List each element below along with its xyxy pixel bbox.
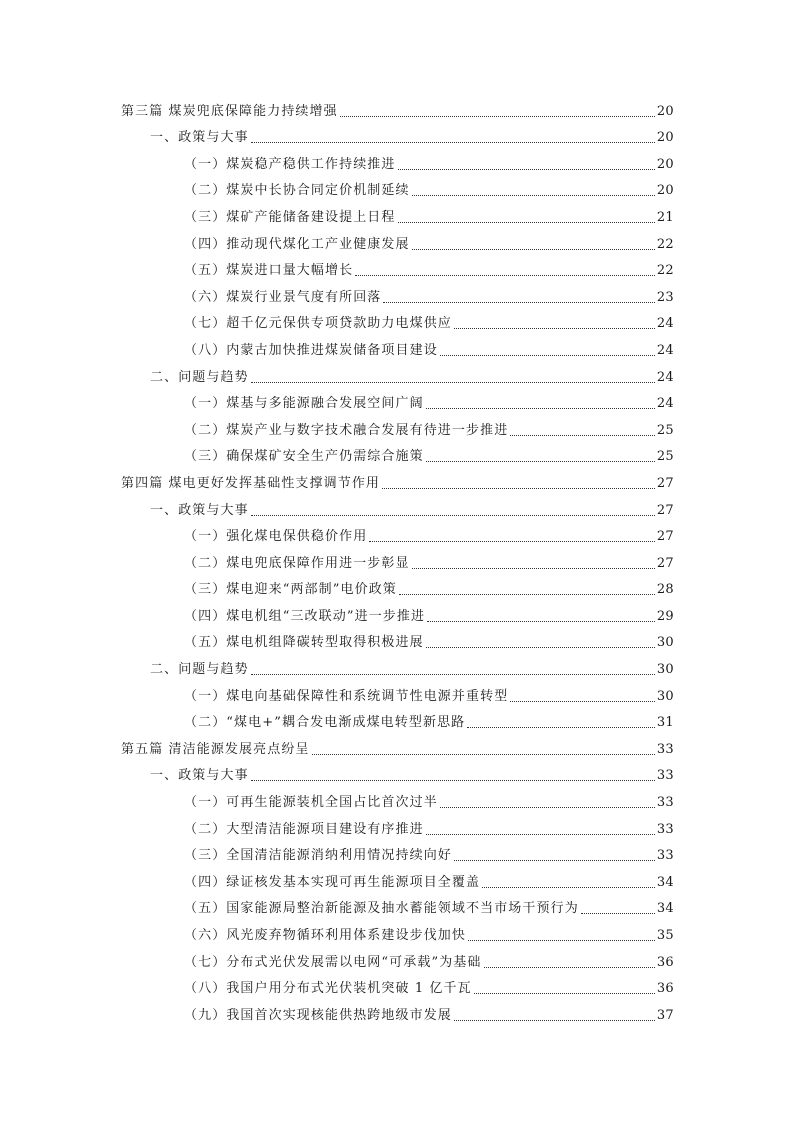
toc-dot-leader [412, 195, 655, 196]
toc-entry-title: 第四篇 煤电更好发挥基础性支撑调节作用 [121, 475, 381, 491]
toc-page-number: 33 [656, 741, 674, 757]
toc-entry-title: （九）我国首次实现核能供热跨地级市发展 [184, 1007, 452, 1023]
toc-entry-title: （五）煤电机组降碳转型取得积极进展 [184, 635, 424, 651]
toc-dot-leader [510, 435, 655, 436]
toc-dot-leader [383, 302, 654, 303]
toc-page-number: 27 [656, 555, 674, 571]
toc-entry-title: 二、问题与趋势 [150, 369, 249, 385]
toc-subsection-entry[interactable] [121, 944, 674, 971]
toc-entry-title: （八）内蒙古加快推进煤炭储备项目建设 [184, 342, 438, 358]
toc-page-number: 20 [656, 103, 674, 119]
toc-dot-leader [510, 701, 655, 702]
toc-dot-leader [399, 594, 655, 595]
toc-dot-leader [454, 860, 655, 861]
toc-dot-leader [251, 382, 655, 383]
toc-entry-title: （二）“煤电+”耦合发电渐成煤电转型新思路 [184, 715, 466, 731]
toc-entry-title: （一）强化煤电保供稳价作用 [184, 529, 368, 545]
toc-entry-title: （七）分布式光伏发展需以电网“可承载”为基础 [184, 954, 482, 970]
toc-subsection-entry[interactable] [121, 332, 674, 359]
toc-dot-leader [251, 515, 655, 516]
toc-dot-leader [355, 275, 655, 276]
toc-page-number: 20 [656, 156, 674, 172]
toc-subsection-entry[interactable] [121, 386, 674, 413]
toc-entry-title: 一、政策与大事 [150, 502, 249, 518]
toc-dot-leader [440, 807, 655, 808]
toc-entry-title: （七）超千亿元保供专项贷款助力电煤供应 [184, 316, 452, 332]
toc-subsection-entry[interactable] [121, 226, 674, 253]
toc-dot-leader [412, 249, 655, 250]
toc-dot-leader [454, 328, 655, 329]
toc-subsection-entry[interactable] [121, 864, 674, 891]
toc-page-number: 33 [656, 848, 674, 864]
toc-subsection-entry[interactable] [121, 891, 674, 918]
toc-dot-leader [474, 993, 655, 994]
toc-page-number: 24 [656, 369, 674, 385]
toc-page-number: 34 [656, 874, 674, 890]
toc-dot-leader [398, 169, 655, 170]
toc-entry-title: （二）煤电兜底保障作用进一步彰显 [184, 555, 410, 571]
toc-subsection-entry[interactable] [121, 678, 674, 705]
toc-subsection-entry[interactable] [121, 253, 674, 280]
toc-dot-leader [482, 887, 655, 888]
toc-page-number: 36 [656, 954, 674, 970]
toc-dot-leader [484, 967, 655, 968]
toc-subsection-entry[interactable] [121, 306, 674, 333]
toc-page-number: 27 [656, 502, 674, 518]
toc-subsection-entry[interactable] [121, 545, 674, 572]
toc-dot-leader [382, 488, 655, 489]
toc-subsection-entry[interactable] [121, 279, 674, 306]
toc-dot-leader [468, 940, 655, 941]
toc-dot-leader [251, 780, 655, 781]
toc-page-number: 30 [656, 635, 674, 651]
toc-subsection-entry[interactable] [121, 811, 674, 838]
toc-page-number: 21 [656, 209, 674, 225]
toc-dot-leader [454, 1020, 655, 1021]
toc-page-number: 33 [656, 768, 674, 784]
toc-page-number: 27 [656, 529, 674, 545]
toc-dot-leader [426, 834, 655, 835]
toc-entry-title: （一）煤基与多能源融合发展空间广阔 [184, 396, 424, 412]
toc-part-entry[interactable] [121, 465, 674, 492]
toc-subsection-entry[interactable] [121, 173, 674, 200]
toc-dot-leader [369, 541, 655, 542]
toc-page-number: 28 [656, 582, 674, 598]
toc-page-number: 33 [656, 795, 674, 811]
toc-page-number: 37 [656, 1007, 674, 1023]
toc-entry-title: （二）大型清洁能源项目建设有序推进 [184, 821, 424, 837]
toc-page-number: 29 [656, 608, 674, 624]
toc-dot-leader [251, 142, 655, 143]
toc-entry-title: （五）国家能源局整治新能源及抽水蓄能领域不当市场干预行为 [184, 901, 579, 917]
toc-dot-leader [398, 222, 655, 223]
toc-page-number: 22 [656, 263, 674, 279]
toc-subsection-entry[interactable] [121, 784, 674, 811]
toc-entry-title: （一）可再生能源装机全国占比首次过半 [184, 795, 438, 811]
toc-part-entry[interactable] [121, 731, 674, 758]
toc-dot-leader [467, 727, 655, 728]
toc-entry-title: （二）煤炭中长协合同定价机制延续 [184, 183, 410, 199]
toc-entry-title: 第五篇 清洁能源发展亮点纷呈 [121, 741, 310, 757]
toc-page-number: 35 [656, 928, 674, 943]
toc-page-number: 25 [656, 422, 674, 438]
toc-page-number: 20 [656, 183, 674, 199]
toc-section-entry[interactable] [121, 120, 674, 147]
table-of-contents [121, 93, 674, 1024]
toc-part-entry[interactable] [121, 93, 674, 120]
toc-entry-title: （六）风光废弃物循环利用体系建设步伐加快 [184, 928, 467, 943]
toc-entry-title: 第三篇 煤炭兜底保障能力持续增强 [121, 103, 338, 119]
toc-entry-title: （四）煤电机组“三改联动”进一步推进 [184, 608, 426, 624]
toc-subsection-entry[interactable] [121, 519, 674, 546]
toc-subsection-entry[interactable] [121, 572, 674, 599]
toc-subsection-entry[interactable] [121, 838, 674, 865]
toc-entry-title: 一、政策与大事 [150, 130, 249, 146]
toc-subsection-entry[interactable] [121, 439, 674, 466]
toc-section-entry[interactable] [121, 492, 674, 519]
toc-page-number: 24 [656, 396, 674, 412]
toc-entry-title: （三）煤矿产能储备建设提上日程 [184, 209, 396, 225]
toc-dot-leader [426, 647, 655, 648]
toc-entry-title: （三）全国清洁能源消纳利用情况持续向好 [184, 848, 452, 864]
toc-entry-title: （四）绿证核发基本实现可再生能源项目全覆盖 [184, 874, 481, 890]
toc-entry-title: （二）煤炭产业与数字技术融合发展有待进一步推进 [184, 422, 509, 438]
toc-dot-leader [426, 461, 655, 462]
toc-page-number: 36 [656, 981, 674, 997]
toc-dot-leader [312, 754, 655, 755]
toc-dot-leader [581, 913, 655, 914]
toc-subsection-entry[interactable] [121, 917, 674, 944]
toc-section-entry[interactable] [121, 758, 674, 785]
toc-dot-leader [251, 674, 655, 675]
toc-page-number: 30 [656, 688, 674, 704]
toc-page-number: 20 [656, 130, 674, 146]
toc-dot-leader [427, 621, 655, 622]
toc-page-number: 23 [656, 289, 674, 305]
toc-subsection-entry[interactable] [121, 199, 674, 226]
toc-subsection-entry[interactable] [121, 971, 674, 998]
toc-subsection-entry[interactable] [121, 997, 674, 1024]
toc-page-number: 25 [656, 449, 674, 465]
toc-subsection-entry[interactable] [121, 625, 674, 652]
toc-page-number: 33 [656, 821, 674, 837]
toc-subsection-entry[interactable] [121, 705, 674, 732]
toc-entry-title: （五）煤炭进口量大幅增长 [184, 263, 354, 279]
toc-page-number: 34 [656, 901, 674, 917]
toc-subsection-entry[interactable] [121, 598, 674, 625]
toc-entry-title: （一）煤炭稳产稳供工作持续推进 [184, 156, 396, 172]
toc-section-entry[interactable] [121, 359, 674, 386]
toc-entry-title: 二、问题与趋势 [150, 662, 249, 678]
toc-dot-leader [440, 355, 655, 356]
toc-entry-title: 一、政策与大事 [150, 768, 249, 784]
toc-entry-title: （三）煤电迎来“两部制”电价政策 [184, 582, 397, 598]
toc-section-entry[interactable] [121, 651, 674, 678]
toc-entry-title: （四）推动现代煤化工产业健康发展 [184, 236, 410, 252]
toc-page-number: 27 [656, 475, 674, 491]
toc-dot-leader [340, 116, 655, 117]
toc-entry-title: （六）煤炭行业景气度有所回落 [184, 289, 382, 305]
toc-entry-title: （三）确保煤矿安全生产仍需综合施策 [184, 449, 424, 465]
toc-page-number: 31 [656, 715, 674, 731]
toc-page-number: 30 [656, 662, 674, 678]
toc-dot-leader [412, 568, 655, 569]
toc-subsection-entry[interactable] [121, 412, 674, 439]
toc-entry-title: （八）我国户用分布式光伏装机突破 1 亿千瓦 [184, 981, 472, 997]
toc-dot-leader [426, 408, 655, 409]
toc-page-number: 24 [656, 342, 674, 358]
toc-page-number: 22 [656, 236, 674, 252]
toc-page-number: 24 [656, 316, 674, 332]
toc-subsection-entry[interactable] [121, 146, 674, 173]
toc-entry-title: （一）煤电向基础保障性和系统调节性电源并重转型 [184, 688, 509, 704]
